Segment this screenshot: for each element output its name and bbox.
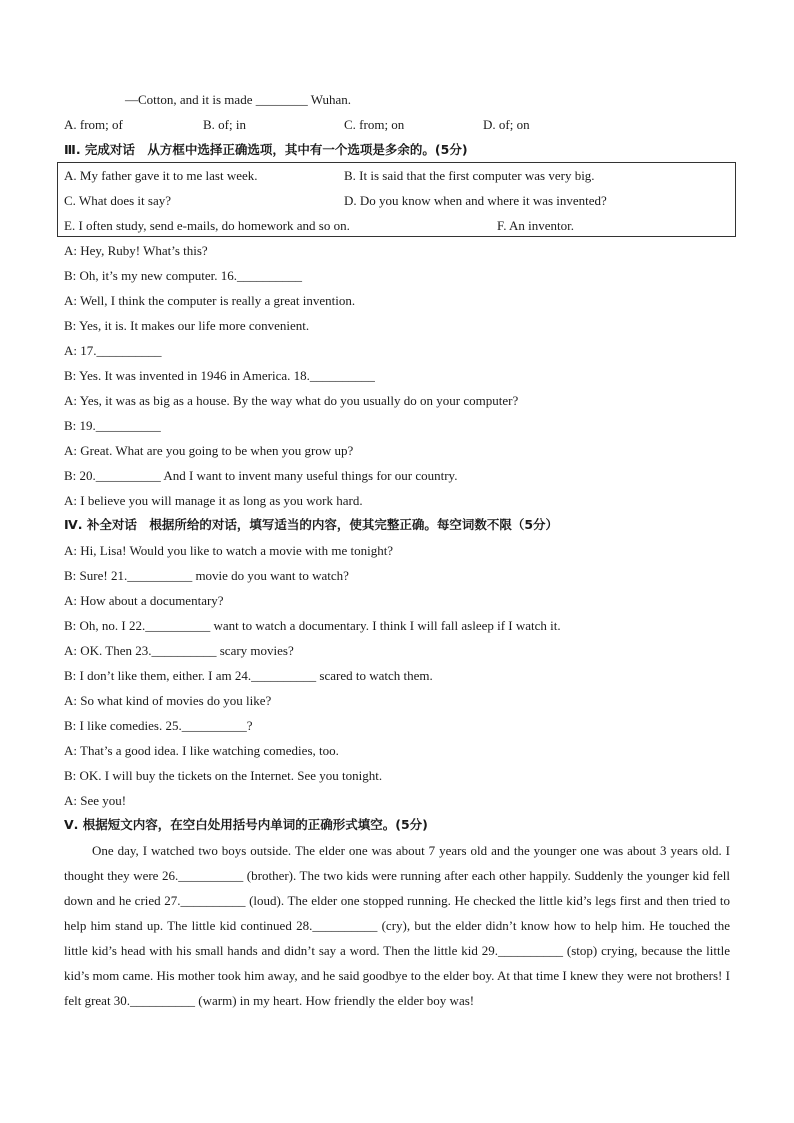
section4-line: B: I don’t like them, either. I am 24.__________ scared to watch them. bbox=[64, 668, 433, 683]
section3-line: A: 17.__________ bbox=[64, 343, 162, 358]
section3-line: B: Yes, it is. It makes our life more convenient. bbox=[64, 318, 310, 333]
section3-line: B: 20.__________ And I want to invent many useful things for our country. bbox=[64, 468, 458, 483]
section3-line: B: Oh, it’s my new computer. 16.__________ bbox=[64, 268, 302, 283]
section3-line: A: Well, I think the computer is really a great invention. bbox=[64, 293, 356, 308]
box-option-e: E. I often study, send e-mails, do homework and so on. bbox=[64, 218, 350, 233]
section4-line: A: Hi, Lisa! Would you like to watch a movie with me tonight? bbox=[64, 543, 394, 558]
section4-line: A: That’s a good idea. I like watching comedies, too. bbox=[64, 743, 339, 758]
section4-heading: Ⅳ. 补全对话 根据所给的对话，填写适当的内容，使其完整正确。每空词数不限（5分） bbox=[64, 517, 559, 532]
section3-line: A: Yes, it was as big as a house. By the way what do you usually do on your computer? bbox=[64, 393, 519, 408]
q15-option-d: D. of; on bbox=[483, 117, 530, 132]
section4-line: A: So what kind of movies do you like? bbox=[64, 693, 272, 708]
box-option-c: C. What does it say? bbox=[64, 193, 171, 208]
section3-line: A: Great. What are you going to be when you grow up? bbox=[64, 443, 354, 458]
section3-line: B: 19.__________ bbox=[64, 418, 161, 433]
section3-line: A: I believe you will manage it as long as you work hard. bbox=[64, 493, 363, 508]
section4-line: A: How about a documentary? bbox=[64, 593, 224, 608]
box-option-b: B. It is said that the first computer was very big. bbox=[344, 168, 595, 183]
section3-line: B: Yes. It was invented in 1946 in America. 18.__________ bbox=[64, 368, 375, 383]
box-option-a: A. My father gave it to me last week. bbox=[64, 168, 258, 183]
section4-line: B: I like comedies. 25.__________? bbox=[64, 718, 253, 733]
section4-line: B: Oh, no. I 22.__________ want to watch a documentary. I think I will fall asleep if I watch it. bbox=[64, 618, 561, 633]
section4-line: A: See you! bbox=[64, 793, 127, 808]
section4-line: B: OK. I will buy the tickets on the Internet. See you tonight. bbox=[64, 768, 383, 783]
q15-option-b: B. of; in bbox=[203, 117, 246, 132]
section4-line: A: OK. Then 23.__________ scary movies? bbox=[64, 643, 294, 658]
section3-line: A: Hey, Ruby! What’s this? bbox=[64, 243, 208, 258]
box-option-d: D. Do you know when and where it was invented? bbox=[344, 193, 607, 208]
q15-dialog-line: —Cotton, and it is made ________ Wuhan. bbox=[125, 92, 351, 107]
box-option-f: F. An inventor. bbox=[497, 218, 574, 233]
section4-line: B: Sure! 21.__________ movie do you want to watch? bbox=[64, 568, 349, 583]
q15-option-c: C. from; on bbox=[344, 117, 405, 132]
section5-passage: One day, I watched two boys outside. The elder one was about 7 years old and the younger one was about 3 years old. I thought they were 26.__________ (brother). The two kids were running after each other happily. Suddenly the younger kid fell down and he cried 27.__________ (loud). The elder one stopped running. He checked the little kid’s legs first and then tried to help him stand up. The little kid continued 28.__________ (cry), but the elder didn’t know how to help him. He touched the little kid’s head with his small hands and didn’t say a word. Then the little kid 29.__________ (stop) crying, because the little kid’s mom came. His mother took him away, and he said goodbye to the elder boy. At that time I knew they were not brothers! I felt great 30.__________ (warm) in my heart. How friendly the elder boy was! bbox=[64, 843, 730, 1008]
section5-heading: Ⅴ. 根据短文内容，在空白处用括号内单词的正确形式填空。(5分) bbox=[64, 817, 428, 832]
q15-option-a: A. from; of bbox=[64, 117, 123, 132]
section3-heading: Ⅲ. 完成对话 从方框中选择正确选项，其中有一个选项是多余的。(5分) bbox=[64, 142, 468, 157]
